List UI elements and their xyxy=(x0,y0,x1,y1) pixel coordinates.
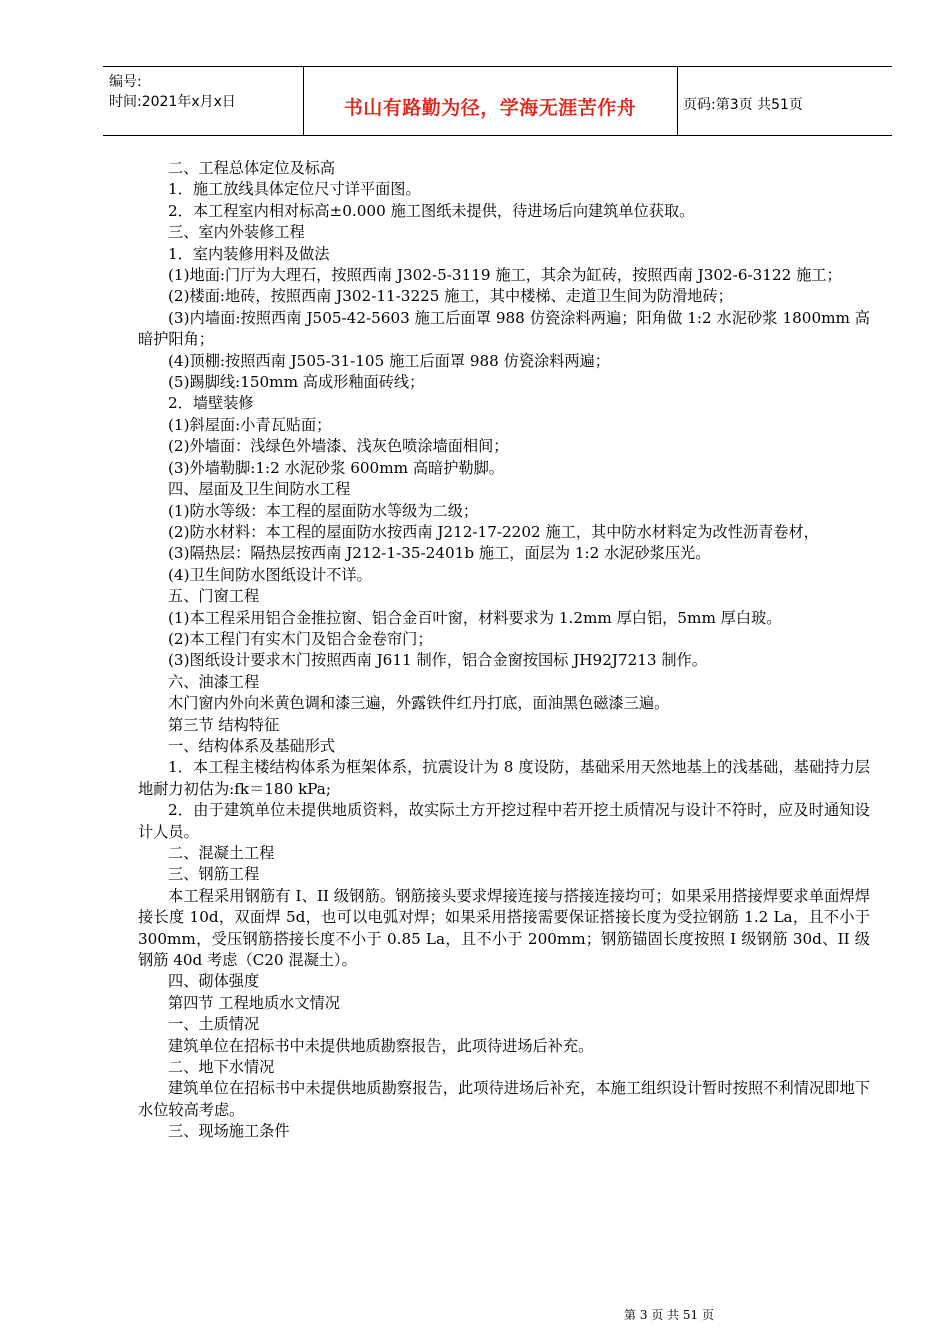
paragraph: (1)防水等级：本工程的屋面防水等级为二级； xyxy=(168,501,479,520)
paragraph: (2)外墙面：浅绿色外墙漆、浅灰色喷涂墙面相间； xyxy=(168,437,509,456)
paragraph: 2．由于建筑单位未提供地质资料，故实际土方开挖过程中若开挖土质情况与设计不符时，应及时通知设计人员。 xyxy=(138,801,870,841)
paragraph: 三、现场施工条件 xyxy=(168,1122,290,1141)
paragraph: 四、屋面及卫生间防水工程 xyxy=(168,480,351,499)
paragraph: (4)卫生间防水图纸设计不详。 xyxy=(168,565,372,584)
paragraph: (2)防水材料：本工程的屋面防水按西南 J212-17-2202 施工，其中防水材料定为改性沥青卷材， xyxy=(168,522,819,541)
paragraph: (3)隔热层：隔热层按西南 J212-1-35-2401b 施工，面层为 1:2 水泥砂浆压光。 xyxy=(168,544,711,563)
document-time-label: 时间:2021年x月x日 xyxy=(109,94,236,110)
paragraph: 第四节 工程地质水文情况 xyxy=(168,993,340,1012)
paragraph: 一、结构体系及基础形式 xyxy=(168,736,336,755)
paragraph: 1．施工放线具体定位尺寸详平面图。 xyxy=(168,180,421,199)
document-number-label: 编号: xyxy=(109,74,142,90)
page-header xyxy=(103,66,892,136)
paragraph: (4)顶棚:按照西南 J505-31-105 施工后面罩 988 仿瓷涂料两遍； xyxy=(168,351,610,370)
paragraph: 第三节 结构特征 xyxy=(168,715,280,734)
paragraph: (3)内墙面:按照西南 J505-42-5603 施工后面罩 988 仿瓷涂料两遍；阳角做 1:2 水泥砂浆 1800mm 高暗护阳角； xyxy=(138,308,870,349)
header-info-cell xyxy=(103,67,304,135)
page-footer: 第 3 页 共 51 页 xyxy=(624,1308,714,1322)
paragraph: (3)图纸设计要求木门按照西南 J611 制作，铝合金窗按国标 JH92J7213 制作。 xyxy=(168,651,707,670)
header-page-code: 页码:第3页 共51页 xyxy=(683,97,803,113)
paragraph: 建筑单位在招标书中未提供地质勘察报告，此项待进场后补充，本施工组织设计暂时按照不利情况即地下水位较高考虑。 xyxy=(138,1079,870,1119)
header-motto: 书山有路勤为径，学海无涯苦作舟 xyxy=(343,97,637,119)
paragraph: (2)楼面:地砖，按照西南 J302-11-3225 施工，其中楼梯、走道卫生间为防滑地砖； xyxy=(168,287,733,306)
document-body xyxy=(138,158,870,1143)
paragraph: 木门窗内外向米黄色调和漆三遍，外露铁件红丹打底，面油黑色磁漆三遍。 xyxy=(168,694,670,713)
paragraph: 五、门窗工程 xyxy=(168,587,260,606)
paragraph: (1)本工程采用铝合金推拉窗、铝合金百叶窗，材料要求为 1.2mm 厚白铝，5mm 厚白玻。 xyxy=(168,608,782,627)
paragraph: (1)地面:门厅为大理石，按照西南 J302-5-3119 施工，其余为缸砖，按照西南 J302-6-3122 施工； xyxy=(168,266,842,285)
paragraph: 1．室内装修用料及做法 xyxy=(168,244,330,263)
paragraph: 二、地下水情况 xyxy=(168,1058,275,1077)
paragraph: 1．本工程主楼结构体系为框架体系，抗震设计为 8 度设防，基础采用天然地基上的浅基础，基础持力层地耐力初估为:fk＝180 kPa; xyxy=(138,758,870,798)
paragraph: 三、钢筋工程 xyxy=(168,865,260,884)
paragraph: 本工程采用钢筋有 I、II 级钢筋。钢筋接头要求焊接连接与搭接连接均可；如果采用搭接焊要求单面焊焊接长度 10d，双面焊 5d，也可以电弧对焊；如果采用搭接需要保证搭接长度为受拉钢筋 1.2 La，且不小于 300mm，受压钢筋搭接长度不小于 0.85 La，且不小于 200mm；钢筋锚固长度按照 I 级钢筋 30d、II 级钢筋 40d 考虑（C20 混凝土）。 xyxy=(138,886,870,970)
paragraph: (2)本工程门有实木门及铝合金卷帘门； xyxy=(168,629,433,648)
header-motto-cell xyxy=(303,67,678,135)
paragraph: 三、室内外装修工程 xyxy=(168,223,305,242)
paragraph: 建筑单位在招标书中未提供地质勘察报告，此项待进场后补充。 xyxy=(168,1036,594,1055)
paragraph: 二、工程总体定位及标高 xyxy=(168,159,336,177)
paragraph: (1)斜屋面:小青瓦贴面； xyxy=(168,415,332,434)
paragraph: 二、混凝土工程 xyxy=(168,844,275,862)
paragraph: 2．本工程室内相对标高±0.000 施工图纸未提供，待进场后向建筑单位获取。 xyxy=(168,201,695,220)
header-page-cell xyxy=(677,67,892,135)
paragraph: 四、砌体强度 xyxy=(168,972,260,991)
paragraph: 六、油漆工程 xyxy=(168,672,260,691)
paragraph: 一、土质情况 xyxy=(168,1015,260,1034)
paragraph: (3)外墙勒脚:1:2 水泥砂浆 600mm 高暗护勒脚。 xyxy=(168,458,504,477)
paragraph: 2．墙壁装修 xyxy=(168,394,254,413)
paragraph: (5)踢脚线:150mm 高成形釉面砖线； xyxy=(168,373,425,392)
